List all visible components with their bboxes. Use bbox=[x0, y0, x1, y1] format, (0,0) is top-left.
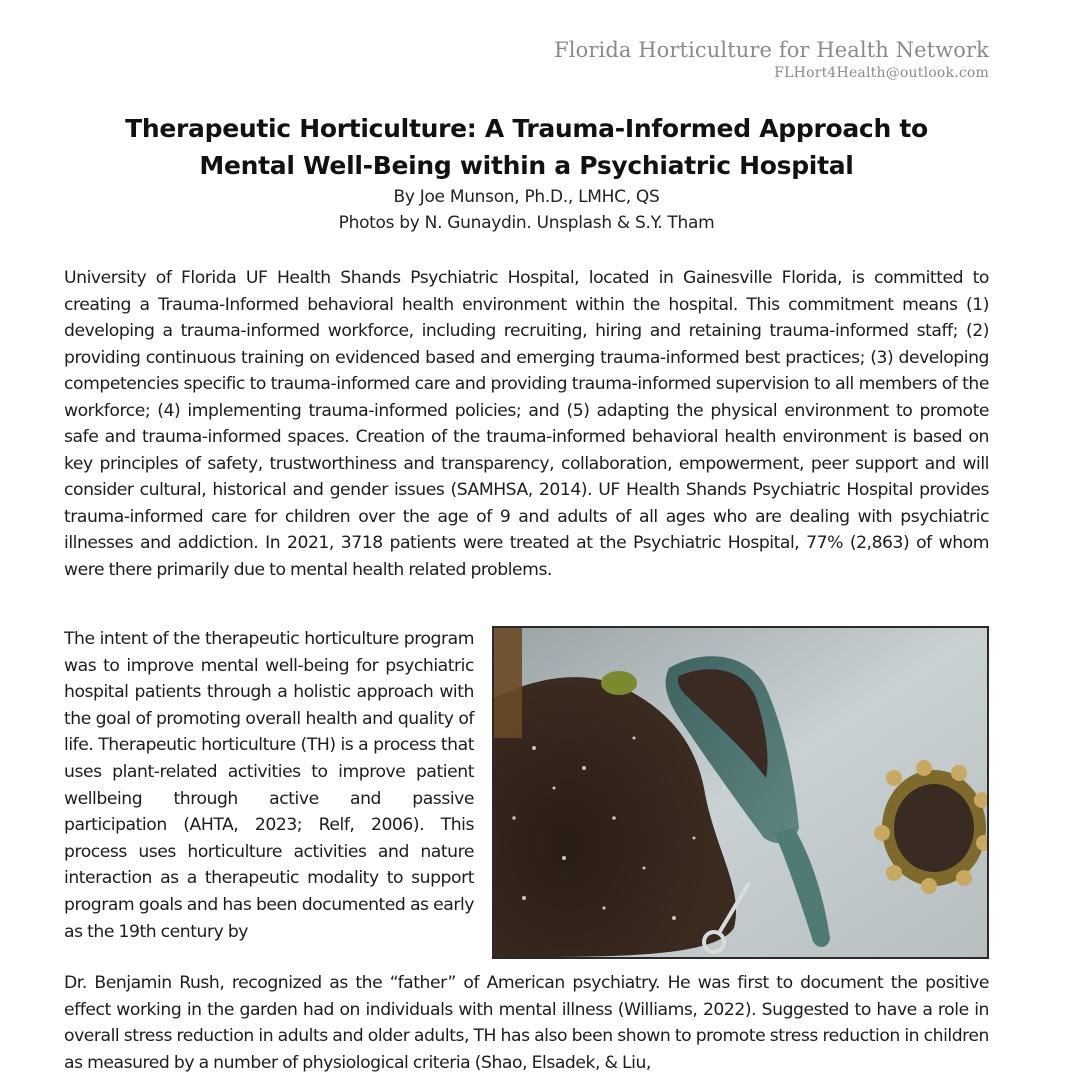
article-title bbox=[64, 110, 989, 184]
article-title-line-1: Therapeutic Horticulture: A Trauma-Informed Approach to bbox=[125, 114, 928, 143]
article-heading bbox=[64, 110, 989, 236]
paragraph-intro: University of Florida UF Health Shands Psychiatric Hospital, located in Gainesville Florida, is committed to creating a Trauma-Informed behavioral health environment within the hospital. This commitment means (1) developing a trauma-informed workforce, including recruiting, hiring and retaining trauma-informed staff; (2) providing continuous training on evidenced based and emerging trauma-informed best practices; (3) developing competencies specific to trauma-informed care and providing trauma-informed supervision to all members of the workforce; (4) implementing trauma-informed policies; and (5) adapting the physical environment to promote safe and trauma-informed spaces. Creation of the trauma-informed behavioral health environment is based on key principles of safety, trustworthiness and transparency, collaboration, empowerment, peer support and will consider cultural, historical and gender issues (SAMHSA, 2014). UF Health Shands Psychiatric Hospital provides trauma-informed care for children over the age of 9 and adults of all ages who are dealing with psychiatric illnesses and addiction. In 2021, 3718 patients were treated at the Psychiatric Hospital, 77% (2,863) of whom were there primarily due to mental health related problems. bbox=[64, 268, 989, 580]
organization-email[interactable]: FLHort4Health@outlook.com bbox=[774, 65, 989, 81]
pot-soil bbox=[894, 784, 974, 872]
article-byline: By Joe Munson, Ph.D., LMHC, QS bbox=[393, 187, 660, 207]
paragraph-therapeutic-horticulture: The intent of the therapeutic horticulture program was to improve mental well-being for psychiatric hospital patients through a holistic approach with the goal of promoting overall health and quality of life. Therapeutic horticulture (TH) is a process that uses plant-related activities to improve patient wellbeing through active and passive participation (AHTA, 2023; Relf, 2006). This process uses horticulture activities and nature interaction as a therapeutic modality to support program goals and has been documented as early as the 19th century by bbox=[64, 629, 474, 942]
organization-name: Florida Horticulture for Health Network bbox=[554, 38, 989, 62]
newsletter-header bbox=[554, 36, 989, 82]
garden-trowel-photo bbox=[492, 626, 989, 959]
glass-jar bbox=[494, 628, 522, 738]
article-title-line-2: Mental Well-Being within a Psychiatric Hospital bbox=[199, 151, 854, 180]
paragraph-benjamin-rush: Dr. Benjamin Rush, recognized as the “father” of American psychiatry. He was first to document the positive effect working in the garden had on individuals with mental illness (Williams, 2022). Suggested to have a role in overall stress reduction in adults and older adults, TH has also been shown to promote stress reduction in children as measured by a number of physiological criteria (Shao, Elsadek, & Liu, bbox=[64, 973, 989, 1073]
photo-credit: Photos by N. Gunaydin. Unsplash & S.Y. Tham bbox=[338, 213, 715, 233]
moss-clump bbox=[601, 671, 637, 695]
garden-trowel-image bbox=[494, 628, 987, 957]
